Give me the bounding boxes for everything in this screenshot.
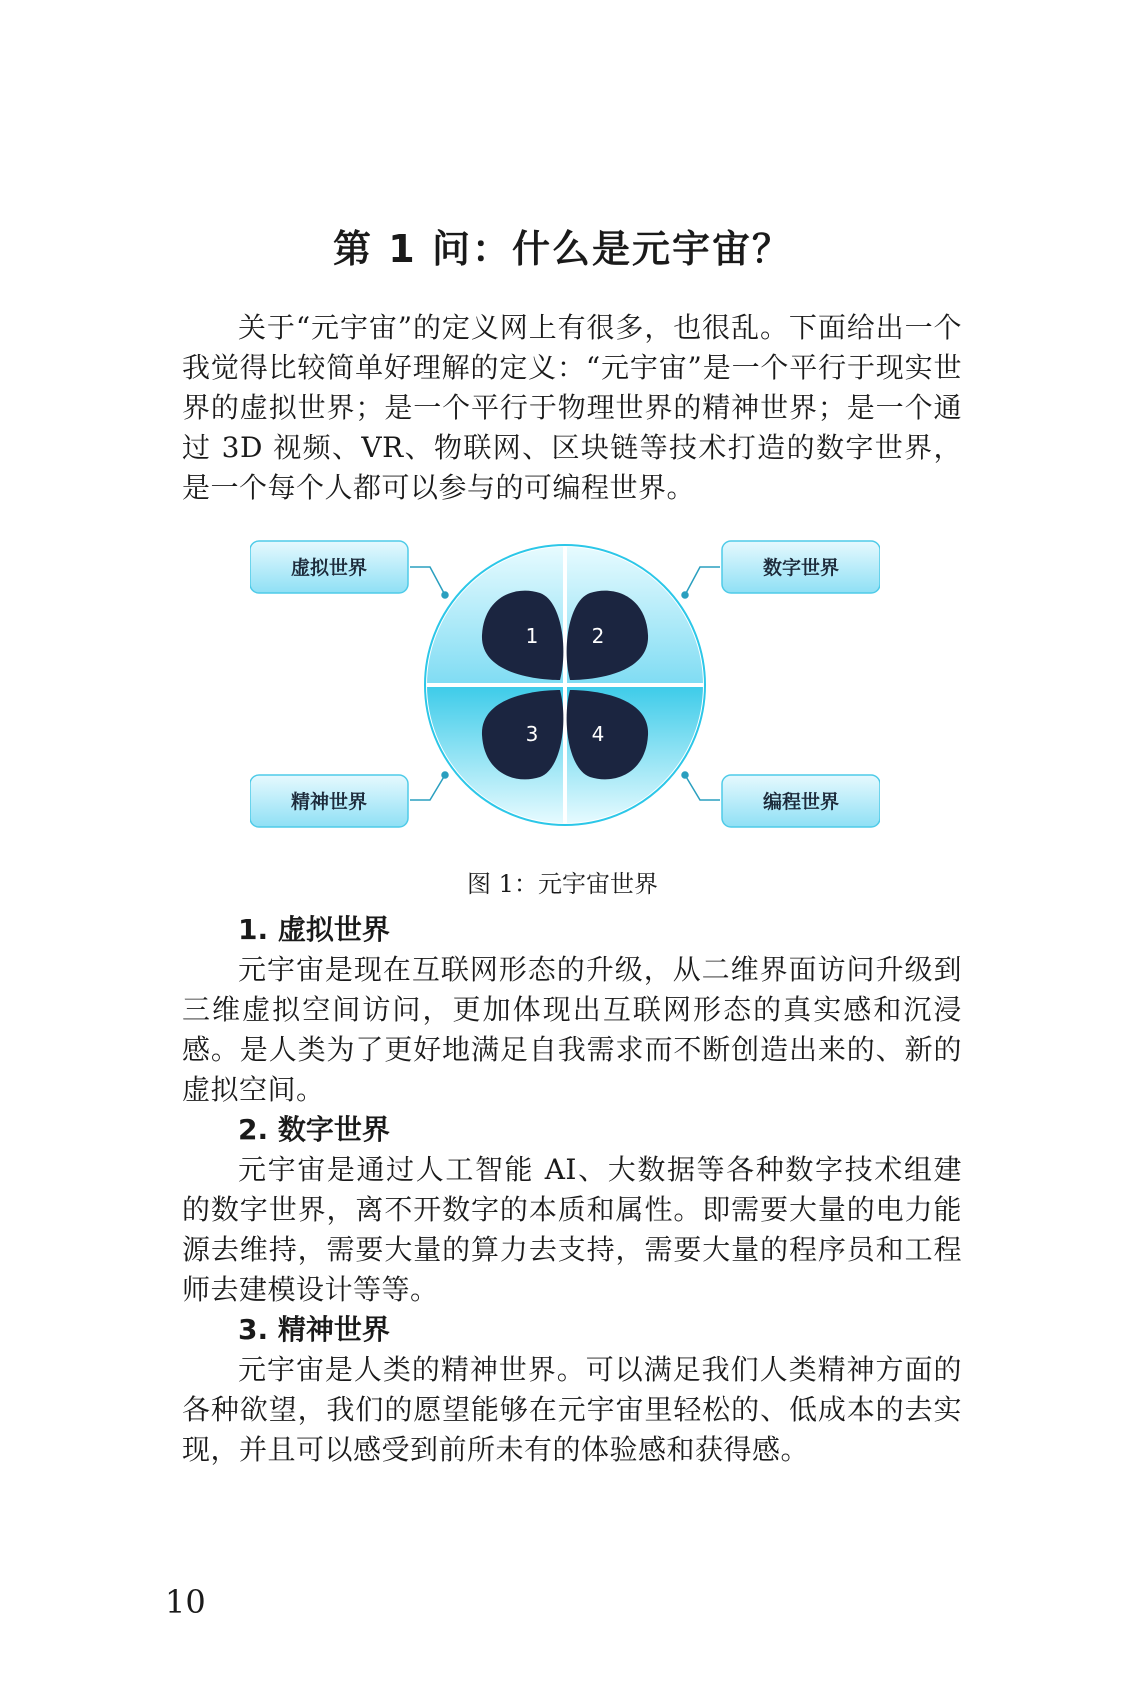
circle-quadrants (425, 545, 705, 825)
label-digital-world: 数字世界 (762, 557, 840, 579)
label-spiritual-world: 精神世界 (290, 791, 368, 813)
page-title: 第 1 问：什么是元宇宙？ (333, 227, 792, 271)
petal-number-2: 2 (591, 624, 605, 648)
page-number: 10 (165, 1583, 206, 1621)
petal-number-1: 1 (525, 624, 539, 648)
metaverse-diagram (250, 535, 880, 835)
figure-caption: 图 1：元宇宙世界 (467, 870, 658, 898)
label-box-bottom-left (250, 775, 408, 827)
section-body-3: 元宇宙是人类的精神世界。可以满足我们人类精神方面的各种欲望，我们的愿望能够在元宇宙里轻松的、低成本的去实现，并且可以感受到前所未有的体验感和获得感。 (182, 1353, 962, 1466)
section-heading-1: 1. 虚拟世界 (238, 913, 390, 946)
label-virtual-world: 虚拟世界 (290, 557, 368, 579)
section-heading-3: 3. 精神世界 (238, 1313, 390, 1346)
section-heading-2: 2. 数字世界 (238, 1113, 390, 1146)
petal-number-4: 4 (591, 722, 605, 746)
label-box-top-right (722, 541, 880, 593)
label-box-top-left (250, 541, 408, 593)
petal-number-3: 3 (525, 722, 539, 746)
label-programming-world: 编程世界 (762, 791, 840, 813)
section-body-2: 元宇宙是通过人工智能 AI、大数据等各种数字技术组建的数字世界，离不开数字的本质和属性。即需要大量的电力能源去维持，需要大量的算力去支持，需要大量的程序员和工程师去建模设计等等。 (182, 1153, 962, 1306)
label-box-bottom-right (722, 775, 880, 827)
section-body-1: 元宇宙是现在互联网形态的升级，从二维界面访问升级到三维虚拟空间访问，更加体现出互联网形态的真实感和沉浸感。是人类为了更好地满足自我需求而不断创造出来的、新的虚拟空间。 (182, 953, 962, 1106)
intro-paragraph: 关于“元宇宙”的定义网上有很多，也很乱。下面给出一个我觉得比较简单好理解的定义：“元宇宙”是一个平行于现实世界的虚拟世界；是一个平行于物理世界的精神世界；是一个通过 3D 视频、VR、物联网、区块链等技术打造的数字世界，是一个每个人都可以参与的可编程世界。 (182, 311, 962, 504)
